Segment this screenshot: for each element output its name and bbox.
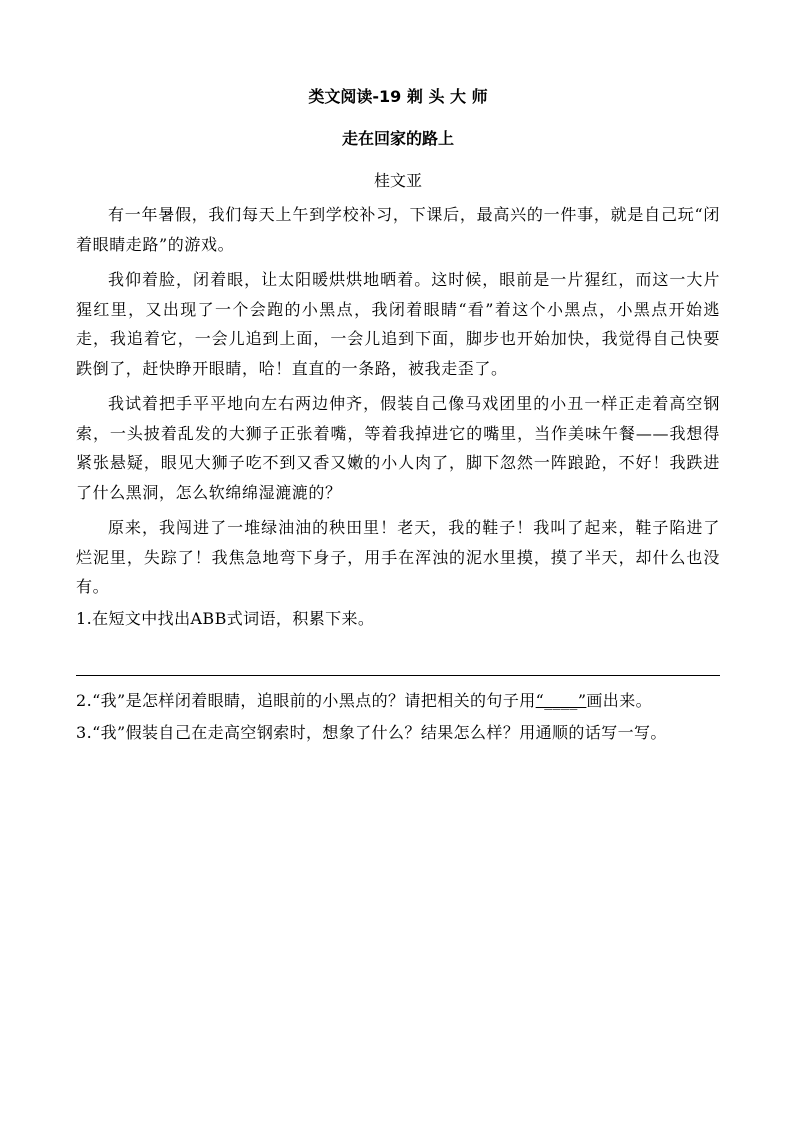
paragraph-2: 我仰着脸，闭着眼，让太阳暖烘烘地晒着。这时候，眼前是一片猩红，而这一大片猩红里，又出现了一个会跑的小黑点，我闭着眼睛“看”着这个小黑点，小黑点开始逃走，我追着它，一会儿追到上面，一会儿追到下面，脚步也开始加快，我觉得自己快要跌倒了，赶快睁开眼睛，哈！直直的一条路，被我走歪了。 (76, 270, 720, 378)
paragraph-1: 有一年暑假，我们每天上午到学校补习，下课后，最高兴的一件事，就是自己玩“闭着眼睛走路”的游戏。 (76, 205, 720, 254)
question-2-tail: 画出来。 (586, 691, 653, 710)
underline-mark: “____” (535, 691, 587, 710)
answer-line-1[interactable] (76, 633, 720, 676)
document-page (76, 0, 720, 1123)
passage-author: 桂文亚 (373, 171, 422, 190)
question-1: 1.在短文中找出ABB式词语，积累下来。 (76, 608, 375, 628)
question-3: 3.“我”假装自己在走高空钢索时，想象了什么？结果怎么样？用通顺的话写一写。 (76, 722, 667, 742)
question-2-text: 2.“我”是怎样闭着眼睛，追眼前的小黑点的？请把相关的句子用 (76, 691, 536, 710)
paragraph-4: 原来，我闯进了一堆绿油油的秧田里！老天，我的鞋子！我叫了起来，鞋子陷进了烂泥里，失踪了！我焦急地弯下身子，用手在浑浊的泥水里摸，摸了半天，却什么也没有。 (76, 518, 720, 596)
document-title: 类文阅读-19 剃 头 大 师 (308, 87, 488, 106)
paragraph-3: 我试着把手平平地向左右两边伸齐，假装自己像马戏团里的小丑一样正走着高空钢索，一头披着乱发的大狮子正张着嘴，等着我掉进它的嘴里，当作美味午餐——我想得紧张悬疑，眼见大狮子吃不到又香又嫩的小人肉了，脚下忽然一阵踉跄，不好！我跌进了什么黑洞，怎么软绵绵湿漉漉的？ (76, 394, 720, 502)
question-2 (76, 686, 720, 716)
passage-title: 走在回家的路上 (341, 129, 454, 148)
passage-body (76, 200, 720, 747)
